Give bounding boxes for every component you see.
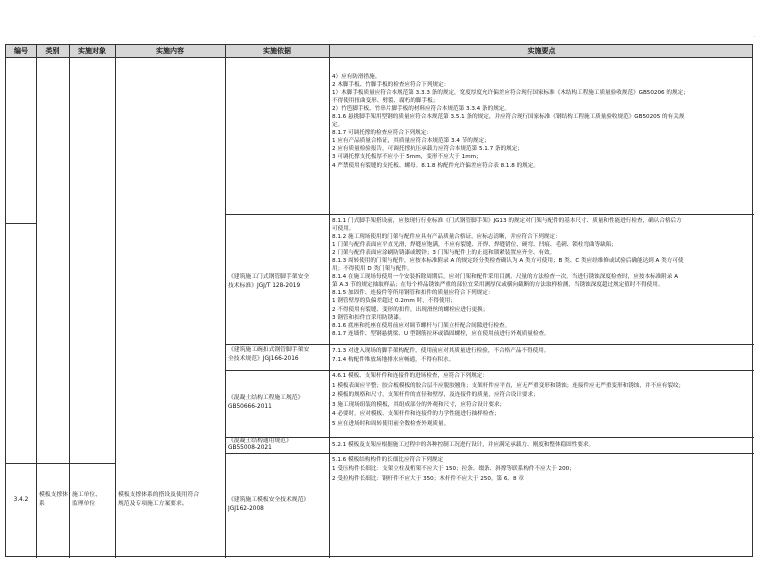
basis-cell: 《建筑施工门式钢管脚手架安全 技术标准》JGJ/T 128-2019 xyxy=(228,274,310,290)
points-block: 8.1.1 门式脚手架搭设前，应按现行行业标准《门式钢管脚手架》JG13 的规定对门架与配件的基本尺寸、质量和性能进行检查，确认合格后方 可使用。 8.1.2 施工现场使用的门架与配件应具有产品质量合格证，应标志清晰，并应符合下列规定： 1 门架与配件表面应平直光滑，焊缝应饱满，不应有裂缝、开焊、焊缝错位、硬弯、凹痕、毛刺、锁柱弯曲等缺陷； 2 门架与配件表面应涂刷防锈漆或镀锌；3 门架与配件上的止退和锁紧装置应齐全、有效。 8.1.3 周转使用的门架与配件，应按本标准附录 A 的规定经分类检查确认为 A 类方可使用；B 类、C 类应经维修或试验后确能达到 A 类方可使 用；不得使用 D 类门架与配件。 8.1.4 在施工现场每使用一个安装拆除周期后，应对门架和配件采用目测、尺量的方法检查一次。当进行锈蚀深度检查时，应按本标准附录 A 第 A.3 节的规定抽取样品；在每个样品锈蚀严重的部位宜采用测厚仪或横向截断的方法取样检测，当锈蚀深度超过规定值时不得使用。 8.1.5 加固件、连接件等所用钢管和扣件的质量应符合下列规定： 1 钢管壁厚的负偏差超过 0.2mm 时，不得使用； 2 不得使用有裂缝、变形的扣件，出现滑丝的螺栓应进行更换； 3 钢管和扣件宜采用防锈漆。 8.1.6 底座和托座在使用前应对调节螺杆与门架立杆配合间隙进行检查。 8.1.7 连墙件、型钢悬挑梁、U 型钢筋拉环或锚固螺栓，应在使用前进行外观质量检查。 xyxy=(332,218,684,337)
basis-cell: 《混凝土结构工程施工规范》 GB50666-2011 xyxy=(228,395,304,411)
header-points: 实施要点 xyxy=(527,47,556,55)
row-id: 3.4.2 xyxy=(13,497,29,503)
header-id: 编号 xyxy=(14,47,28,55)
target-cell: 施工单位、 监理单位 xyxy=(72,492,101,508)
header-basis: 实施依据 xyxy=(263,47,291,55)
points-block: 5.2.1 模板及支架应根据施工过程中的各种控制工况进行设计，并应满足承载力、刚度和整体稳固性要求。 xyxy=(332,442,595,448)
content-cell: 模板支撑体系的搭设及使用符合 规范及专项施工方案要求。 xyxy=(118,492,200,508)
header-category: 类别 xyxy=(45,47,60,55)
points-block: 5.1.6 模板结构构件的长细比应符合下列规定 1 受压构件长细比：支架立柱及桁架不应大于 150；拉条、缀条、斜撑等联系构件不应大于 200； 2 受拉构件长细比：钢杆件不应大于 350；木杆件不应大于 250。第 6、8 章 xyxy=(332,457,575,482)
points-block: 7.1.3 对进入现场的脚手架构配件，使用前应对其质量进行检验，不合格产品不得使用。 7.1.4 构配件堆放场地排水应畅通，不得有积水。 xyxy=(332,348,550,363)
points-block: 4）应有防滑措施。 2 木脚手板、竹脚手板的检查应符合下列规定： 1）木脚手板质量应符合本规范第 3.3.3 条的规定，宽度厚度允许偏差应符合现行国家标准《木结构工程施工质量验收规范》GB50206 的规定； 不得使用扭曲变形、劈裂、腐朽的脚手板； 2）竹笆脚手板、竹串片脚手板的材料应符合本规范第 3.3.4 条的规定。 8.1.6 悬挑脚手架用型钢的质量应符合本规范第 3.5.1 条的规定，并应符合现行国家标准《钢结构工程施工质量验收规范》GB50205 的有关规 定。 8.1.7 可调托撑的检查应符合下列规定： 1 应有产品质量合格证，其质量应符合本规范第 3.4 节的规定； 2 应有质量检验报告，可调托撑抗压承载力应符合本规范第 5.1.7 条的规定； 3 可调托撑支托板厚不应小于 5mm，变形不应大于 1mm； 4 严禁使用有裂缝的支托板、螺母。8.1.8 构配件允许偏差应符合表 8.1.8 的规定。 xyxy=(332,74,689,169)
implementation-table xyxy=(5,44,753,557)
header-content: 实施内容 xyxy=(156,47,184,55)
category-cell: 模板支撑体 系 xyxy=(39,492,68,508)
page-corner-mark: . xyxy=(753,33,755,39)
header-target: 实施对象 xyxy=(78,47,106,55)
basis-cell: 《混凝土结构通用规范》 GB55008-2021 xyxy=(228,438,292,452)
basis-cell: 《建筑施工碗扣式钢管脚手架安 全技术规范》JGJ166-2016 xyxy=(228,347,310,363)
points-block: 4.6.1 模板、支架杆件和连接件的进场检查，应符合下列规定： 1 模板表面应平整；胶合板模板的胶合层不应脱胶翘角；支架杆件应平直，应无严重变形和锈蚀；连接件应无严重变形和锈蚀，并不应有裂纹； 2 模板的规格和尺寸，支架杆件的直径和壁厚，及连接件的质量，应符合设计要求； 3 施工现场组装的模板，其组成部分的外观和尺寸，应符合设计要求； 4 必要时，应对模板、支架杆件和连接件的力学性能进行抽样检查； 5 应在进场时和周转使用前全数检查外观质量。 xyxy=(332,373,685,427)
basis-cell: 《建筑施工模板安全技术规范》 JGJ162-2008 xyxy=(228,497,310,513)
table-header xyxy=(6,45,752,58)
